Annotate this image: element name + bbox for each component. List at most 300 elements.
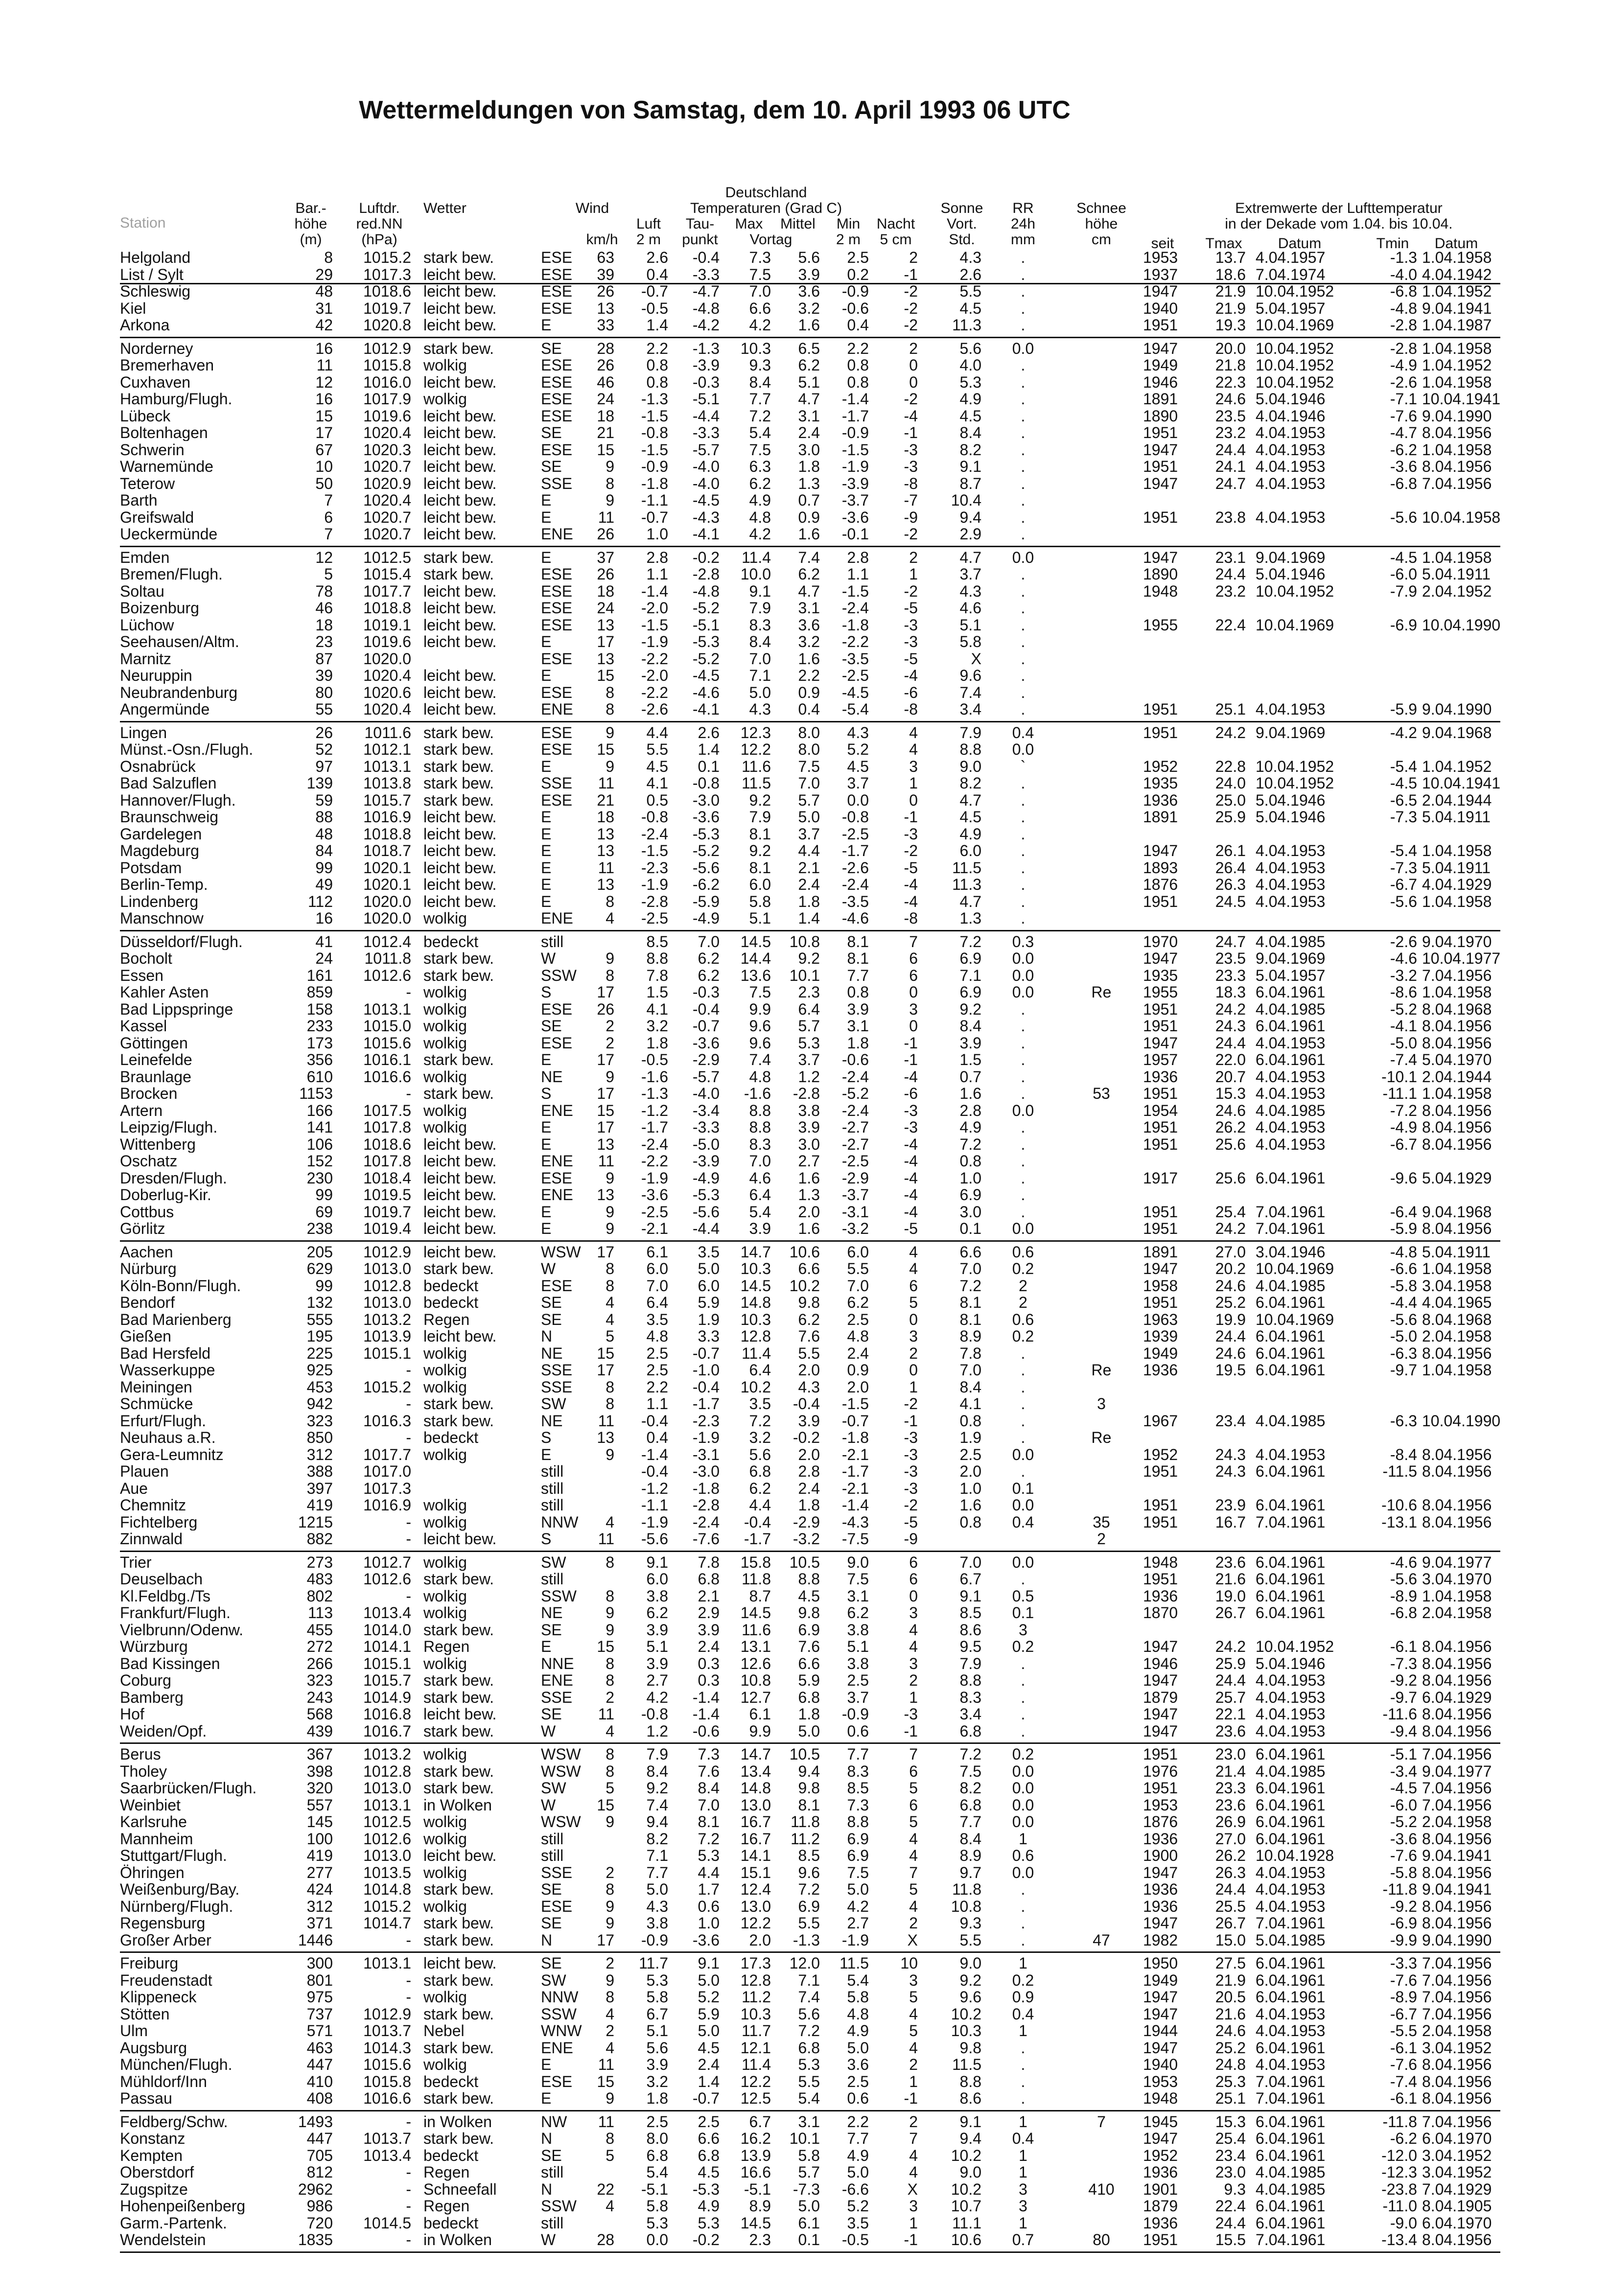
cell-wind-speed: 9 (606, 757, 614, 775)
cell-wetter: stark bew. (423, 950, 494, 967)
cell-extrem-tmax: 26.7 (1215, 1604, 1246, 1622)
cell-extrem-tmin: -5.6 (1390, 1570, 1417, 1588)
cell-wetter: leicht bew. (423, 1243, 497, 1261)
cell-bar-hoehe: 1215 (298, 1513, 333, 1531)
cell-extrem-tmax-datum: 4.04.1953 (1256, 842, 1326, 859)
table-row (120, 1672, 1500, 1689)
cell-station: Angermünde (120, 701, 210, 718)
cell-extrem-tmax-datum: 10.04.1952 (1256, 339, 1334, 357)
cell-max-vortag: 5.8 (749, 892, 771, 910)
cell-taupunkt: -4.6 (692, 683, 720, 701)
cell-max-vortag: 12.4 (740, 1880, 771, 1898)
cell-wind-speed: 8 (606, 1378, 614, 1396)
cell-nacht-5cm: -2 (904, 282, 918, 300)
cell-station: Göttingen (120, 1034, 188, 1051)
cell-taupunkt: -0.7 (692, 1017, 720, 1035)
cell-mittel-vortag: 7.5 (798, 757, 820, 775)
cell-extrem-tmin-datum: 6.04.1970 (1422, 2214, 1492, 2232)
cell-extrem-seit: 1939 (1143, 1327, 1178, 1345)
cell-max-vortag: 7.5 (749, 441, 771, 459)
table-row (120, 1395, 1500, 1413)
cell-wind-speed: 11 (598, 508, 614, 526)
cell-mittel-vortag: 2.4 (798, 1479, 820, 1497)
cell-mittel-vortag: 6.5 (798, 339, 820, 357)
cell-rr-24h: 0.0 (1012, 1813, 1034, 1831)
cell-wind-speed: 8 (606, 1745, 614, 1763)
cell-wetter: leicht bew. (423, 683, 497, 701)
cell-sonne: 3.7 (959, 565, 981, 583)
cell-sonne: 4.5 (959, 407, 981, 425)
cell-luftdruck: 1020.1 (363, 858, 411, 877)
cell-extrem-tmax-datum: 4.04.1985 (1256, 1762, 1326, 1780)
cell-station: Berlin-Temp. (120, 876, 208, 893)
cell-extrem-tmin-datum: 7.04.1956 (1422, 2005, 1492, 2023)
cell-mittel-vortag: -0.2 (792, 1429, 820, 1446)
cell-extrem-tmax-datum: 4.04.1953 (1256, 892, 1326, 910)
cell-bar-hoehe: 1446 (298, 1931, 333, 1949)
cell-taupunkt: -1.3 (692, 339, 720, 357)
cell-extrem-tmax-datum: 6.04.1961 (1256, 2112, 1326, 2131)
station-group (120, 1953, 1500, 2111)
table-row (120, 1379, 1500, 1396)
cell-nacht-5cm: 5 (909, 1779, 918, 1797)
cell-nacht-5cm: -8 (904, 474, 918, 492)
cell-extrem-tmax: 15.5 (1215, 2231, 1246, 2249)
cell-max-vortag: 5.4 (749, 1203, 771, 1221)
cell-wetter: stark bew. (423, 966, 494, 984)
cell-wind-dir: ESE (541, 582, 573, 600)
cell-extrem-tmax-datum: 4.04.1953 (1256, 458, 1326, 475)
cell-extrem-tmin-datum: 8.04.1905 (1422, 2197, 1492, 2215)
cell-sonne: 4.7 (959, 892, 981, 910)
cell-wetter: wolkig (423, 983, 467, 1001)
cell-max-vortag: 5.4 (749, 424, 771, 441)
cell-extrem-tmax: 21.9 (1215, 1971, 1246, 1989)
header-luftdr-2: red.NN (356, 216, 403, 232)
cell-nacht-5cm: -6 (904, 683, 918, 701)
cell-nacht-5cm: -4 (904, 876, 918, 893)
cell-taupunkt: -4.0 (692, 474, 720, 492)
table-row (120, 458, 1500, 475)
cell-station: Saarbrücken/Flugh. (120, 1780, 257, 1796)
table-row (120, 684, 1500, 701)
cell-rr-24h: . (1021, 249, 1025, 266)
cell-extrem-tmin-datum: 8.04.1968 (1422, 1000, 1492, 1018)
table-row (120, 826, 1500, 843)
cell-wind-speed: 4 (606, 1513, 614, 1531)
cell-mittel-vortag: 5.8 (798, 2146, 820, 2164)
cell-luftdruck: 1014.3 (363, 2039, 411, 2057)
cell-station: Bocholt (120, 950, 172, 967)
cell-station: List / Sylt (120, 266, 184, 283)
cell-extrem-tmin-datum: 8.04.1956 (1422, 1705, 1492, 1723)
cell-luftdruck: 1016.9 (363, 1496, 411, 1514)
cell-wind-speed: 15 (597, 1101, 614, 1119)
cell-station: Braunlage (120, 1068, 191, 1085)
cell-taupunkt: 0.1 (698, 757, 720, 775)
cell-extrem-tmax: 22.1 (1215, 1705, 1246, 1723)
header-min-1: Min (836, 216, 861, 232)
cell-bar-hoehe: 266 (306, 1654, 333, 1672)
cell-bar-hoehe: 15 (315, 407, 333, 425)
cell-extrem-seit: 1951 (1143, 1017, 1178, 1035)
cell-wind-dir: SW (541, 1553, 566, 1571)
cell-taupunkt: -5.7 (692, 1067, 720, 1086)
cell-taupunkt: -0.2 (692, 2231, 720, 2249)
cell-luftdruck: 1017.3 (363, 1479, 411, 1497)
cell-min-2m: -2.5 (841, 1152, 869, 1170)
cell-extrem-tmin: -11.1 (1382, 1085, 1417, 1102)
cell-extrem-tmin: -2.6 (1390, 932, 1417, 951)
cell-mittel-vortag: 10.2 (789, 1276, 820, 1295)
cell-luftdruck: 1017.5 (363, 1101, 411, 1119)
cell-min-2m: 6.9 (847, 1847, 869, 1864)
cell-extrem-tmin-datum: 7.04.1956 (1422, 1971, 1492, 1989)
cell-min-2m: 3.6 (847, 2056, 869, 2073)
cell-luftdruck: 1018.6 (363, 282, 411, 300)
cell-rr-24h: . (1021, 1203, 1025, 1221)
cell-luftdruck: 1019.6 (363, 407, 411, 425)
cell-sonne: 2.6 (959, 265, 981, 283)
table-row (120, 1463, 1500, 1480)
cell-temp-luft: 8.5 (646, 932, 668, 951)
cell-station: Erfurt/Flugh. (120, 1412, 207, 1429)
cell-mittel-vortag: 7.4 (798, 1988, 820, 2006)
cell-mittel-vortag: 7.2 (798, 1880, 820, 1898)
cell-rr-24h: . (1021, 774, 1025, 792)
cell-max-vortag: 14.7 (740, 1745, 771, 1763)
cell-wetter: Regen (423, 1638, 470, 1655)
cell-max-vortag: 15.8 (740, 1553, 771, 1571)
cell-wind-dir: E (541, 548, 552, 566)
cell-station: Düsseldorf/Flugh. (120, 933, 243, 950)
cell-extrem-tmin: -9.7 (1390, 1688, 1417, 1706)
cell-min-2m: 4.9 (847, 2146, 869, 2164)
cell-extrem-tmin: -4.8 (1390, 1243, 1417, 1261)
cell-max-vortag: 2.0 (749, 1931, 771, 1949)
cell-wetter: leicht bew. (423, 808, 497, 826)
cell-station: Neuhaus a.R. (120, 1429, 216, 1446)
table-row (120, 1153, 1500, 1170)
cell-rr-24h: . (1021, 458, 1025, 475)
cell-temp-luft: -1.9 (641, 633, 668, 650)
cell-bar-hoehe: 243 (306, 1688, 333, 1706)
cell-mittel-vortag: 1.8 (798, 892, 820, 910)
cell-bar-hoehe: 801 (306, 1971, 333, 1989)
table-row (120, 741, 1500, 758)
cell-wetter: leicht bew. (423, 458, 497, 475)
cell-wind-speed: 13 (597, 1186, 614, 1204)
table-row (120, 1689, 1500, 1706)
cell-rr-24h: 0.5 (1012, 1587, 1034, 1605)
cell-extrem-tmin-datum: 1.04.1987 (1422, 316, 1492, 334)
cell-wind-speed: 5 (606, 1327, 614, 1345)
cell-nacht-5cm: 4 (909, 1638, 918, 1655)
cell-wind-speed: 2 (606, 1863, 614, 1881)
cell-wind-speed: 9 (606, 458, 614, 475)
cell-max-vortag: 13.6 (740, 966, 771, 984)
table-row (120, 283, 1500, 300)
header-luft-2: 2 m (636, 232, 661, 248)
cell-extrem-tmin-datum: 8.04.1956 (1422, 1496, 1492, 1514)
cell-sonne: 1.9 (959, 1429, 981, 1446)
cell-max-vortag: -0.4 (744, 1513, 771, 1531)
cell-extrem-seit: 1900 (1143, 1847, 1178, 1864)
cell-taupunkt: -5.3 (692, 2180, 720, 2198)
cell-wetter: stark bew. (423, 791, 494, 809)
cell-mittel-vortag: 3.0 (798, 1135, 820, 1153)
cell-mittel-vortag: 3.7 (798, 825, 820, 843)
header-deutschland: Deutschland (725, 185, 807, 201)
cell-station: Gera-Leumnitz (120, 1446, 224, 1463)
cell-max-vortag: 11.4 (742, 548, 771, 566)
cell-rr-24h: 1 (1019, 2214, 1027, 2232)
cell-bar-hoehe: 571 (306, 2022, 333, 2040)
cell-station: Kempten (120, 2147, 183, 2164)
cell-extrem-seit: 1949 (1143, 1971, 1178, 1989)
cell-rr-24h: . (1021, 909, 1025, 927)
station-group (120, 338, 1500, 547)
cell-max-vortag: 6.7 (749, 2112, 771, 2131)
cell-luftdruck: 1015.1 (363, 1344, 411, 1362)
cell-extrem-tmin: -4.5 (1390, 774, 1417, 792)
cell-wind-speed: 9 (606, 1621, 614, 1639)
cell-nacht-5cm: -3 (904, 458, 918, 475)
cell-min-2m: 0.4 (847, 316, 869, 334)
cell-station: Gießen (120, 1328, 171, 1345)
cell-sonne: 0.7 (959, 1067, 981, 1086)
table-row (120, 1932, 1500, 1949)
cell-sonne: 9.1 (959, 1587, 981, 1605)
cell-mittel-vortag: 6.6 (798, 1654, 820, 1672)
cell-extrem-tmin-datum: 8.04.1956 (1422, 1118, 1492, 1136)
cell-max-vortag: -5.1 (744, 2180, 771, 2198)
cell-nacht-5cm: -1 (904, 2089, 918, 2107)
cell-taupunkt: 2.4 (698, 2056, 720, 2073)
cell-temp-luft: -0.8 (641, 424, 668, 441)
cell-max-vortag: 8.1 (749, 858, 771, 877)
cell-min-2m: 3.8 (847, 1654, 869, 1672)
cell-taupunkt: 0.3 (698, 1654, 720, 1672)
cell-luftdruck: 1017.7 (363, 582, 411, 600)
cell-wind-speed: 17 (597, 1118, 614, 1136)
cell-temp-luft: -0.9 (641, 1931, 668, 1949)
cell-nacht-5cm: X (907, 2180, 918, 2198)
cell-mittel-vortag: 3.6 (798, 282, 820, 300)
cell-extrem-tmax: 25.1 (1215, 2089, 1246, 2107)
cell-luftdruck: - (406, 2112, 411, 2131)
cell-wind-dir: S (541, 983, 552, 1001)
cell-min-2m: 8.3 (847, 1762, 869, 1780)
cell-rr-24h: . (1021, 1931, 1025, 1949)
cell-extrem-tmin: -7.4 (1390, 2072, 1417, 2090)
table-row (120, 2164, 1500, 2181)
table-row (120, 1972, 1500, 1989)
cell-schneehoehe: 3 (1097, 1395, 1106, 1413)
cell-extrem-tmin-datum: 3.04.1970 (1422, 1570, 1492, 1588)
cell-luftdruck: 1020.4 (363, 667, 411, 684)
cell-temp-luft: 1.8 (646, 2089, 668, 2107)
cell-temp-luft: 7.0 (646, 1276, 668, 1295)
cell-wind-dir: NNW (541, 1513, 579, 1531)
cell-extrem-tmin-datum: 7.04.1956 (1422, 1779, 1492, 1797)
cell-taupunkt: 3.5 (698, 1243, 720, 1261)
cell-max-vortag: 7.3 (749, 249, 771, 266)
cell-sonne: 10.8 (951, 1897, 981, 1915)
cell-wind-dir: SE (541, 1954, 562, 1972)
cell-extrem-tmax: 23.6 (1215, 1722, 1246, 1740)
cell-wind-speed: 9 (606, 1067, 614, 1086)
cell-extrem-tmax-datum: 4.04.1953 (1256, 1085, 1326, 1102)
cell-extrem-tmax: 15.3 (1215, 2112, 1246, 2131)
table-row (120, 2231, 1500, 2249)
cell-extrem-tmin-datum: 1.04.1958 (1422, 1361, 1492, 1379)
cell-luftdruck: 1014.0 (363, 1621, 411, 1639)
cell-temp-luft: -2.4 (641, 1135, 668, 1153)
cell-temp-luft: 6.4 (646, 1294, 668, 1311)
cell-nacht-5cm: -2 (904, 1395, 918, 1413)
cell-wind-speed: 18 (597, 582, 614, 600)
cell-station: Osnabrück (120, 758, 196, 775)
cell-min-2m: 1.1 (847, 565, 869, 583)
cell-station: Bad Salzuflen (120, 775, 217, 791)
cell-temp-luft: -3.6 (641, 1186, 668, 1204)
cell-taupunkt: -4.8 (692, 299, 720, 317)
cell-max-vortag: 10.3 (740, 1310, 771, 1328)
cell-wind-dir: still (541, 2163, 564, 2181)
cell-extrem-tmax-datum: 4.04.1953 (1256, 1688, 1326, 1706)
cell-max-vortag: 6.3 (749, 458, 771, 475)
cell-wind-speed: 9 (606, 1813, 614, 1831)
cell-wind-speed: 13 (597, 1429, 614, 1446)
cell-extrem-tmin: -8.9 (1390, 1988, 1417, 2006)
cell-extrem-tmin-datum: 9.04.1990 (1422, 1931, 1492, 1949)
cell-sonne: 3.4 (959, 700, 981, 718)
cell-luftdruck: 1015.6 (363, 1034, 411, 1052)
cell-temp-luft: 5.8 (646, 2197, 668, 2215)
cell-extrem-tmin-datum: 8.04.1956 (1422, 1671, 1492, 1689)
cell-wetter: leicht bew. (423, 1186, 497, 1204)
cell-extrem-tmax: 24.3 (1215, 1445, 1246, 1463)
cell-extrem-tmin: -6.7 (1390, 2005, 1417, 2023)
cell-extrem-tmin: -6.7 (1390, 1135, 1417, 1153)
cell-temp-luft: 0.5 (646, 791, 668, 809)
station-group (120, 547, 1500, 722)
cell-temp-luft: 0.8 (646, 356, 668, 374)
cell-extrem-tmin-datum: 2.04.1958 (1422, 1327, 1492, 1345)
cell-sonne: 7.0 (959, 1260, 981, 1277)
cell-temp-luft: 2.2 (646, 1378, 668, 1396)
cell-extrem-tmax: 20.7 (1215, 1067, 1246, 1086)
cell-wind-speed: 17 (597, 633, 614, 650)
cell-extrem-tmax-datum: 6.04.1961 (1256, 2039, 1326, 2057)
cell-mittel-vortag: 4.3 (798, 1378, 820, 1396)
cell-extrem-tmax: 21.8 (1215, 356, 1246, 374)
cell-extrem-tmin-datum: 8.04.1956 (1422, 1017, 1492, 1035)
cell-extrem-tmin-datum: 8.04.1956 (1422, 1101, 1492, 1119)
cell-wind-speed: 8 (606, 1880, 614, 1898)
cell-nacht-5cm: 6 (909, 1796, 918, 1814)
cell-wind-dir: ESE (541, 356, 573, 374)
cell-max-vortag: 3.5 (749, 1395, 771, 1413)
cell-wind-dir: E (541, 808, 552, 826)
cell-station: Bad Hersfeld (120, 1345, 210, 1362)
cell-extrem-seit: 1940 (1143, 2056, 1178, 2073)
cell-mittel-vortag: 5.6 (798, 249, 820, 266)
cell-extrem-tmin: -4.5 (1390, 1779, 1417, 1797)
cell-extrem-seit: 1947 (1143, 474, 1178, 492)
cell-extrem-seit: 1879 (1143, 1688, 1178, 1706)
cell-wind-dir: E (541, 633, 552, 650)
cell-sonne: 10.6 (951, 2231, 981, 2249)
cell-extrem-tmin-datum: 1.04.1958 (1422, 441, 1492, 459)
cell-wind-dir: E (541, 2056, 552, 2073)
cell-extrem-seit: 1951 (1143, 1000, 1178, 1018)
cell-station: Hohenpeißenberg (120, 2198, 246, 2214)
cell-rr-24h: . (1021, 1000, 1025, 1018)
cell-min-2m: -1.4 (841, 1496, 869, 1514)
cell-extrem-tmax-datum: 4.04.1953 (1256, 1705, 1326, 1723)
cell-max-vortag: 12.2 (740, 741, 771, 758)
cell-extrem-tmax-datum: 6.04.1961 (1256, 1496, 1326, 1514)
cell-taupunkt: -3.1 (692, 1445, 720, 1463)
cell-mittel-vortag: 6.4 (798, 1000, 820, 1018)
cell-taupunkt: -5.2 (692, 649, 720, 668)
cell-wind-dir: E (541, 825, 552, 843)
cell-station: Fichtelberg (120, 1513, 198, 1531)
cell-temp-luft: 3.2 (646, 1017, 668, 1035)
cell-max-vortag: 7.4 (749, 1051, 771, 1068)
cell-extrem-seit: 1951 (1143, 508, 1178, 526)
cell-nacht-5cm: 10 (900, 1954, 918, 1972)
cell-luftdruck: 1012.1 (363, 741, 411, 758)
cell-max-vortag: 4.2 (749, 525, 771, 543)
cell-wetter: stark bew. (423, 1971, 494, 1989)
cell-wetter: stark bew. (423, 1260, 494, 1277)
cell-sonne: 2.0 (959, 1462, 981, 1480)
cell-mittel-vortag: 4.4 (798, 842, 820, 859)
cell-extrem-tmax: 21.4 (1215, 1762, 1246, 1780)
cell-max-vortag: 6.8 (749, 1462, 771, 1480)
cell-rr-24h: 0.9 (1012, 1988, 1034, 2006)
cell-wetter: wolkig (423, 2056, 467, 2073)
cell-wind-dir: ENE (541, 1671, 573, 1689)
cell-wetter: leicht bew. (423, 474, 497, 492)
cell-wind-dir: SSE (541, 1361, 573, 1379)
cell-max-vortag: 6.0 (749, 876, 771, 893)
cell-luftdruck: 1013.9 (363, 1327, 411, 1345)
cell-nacht-5cm: 3 (909, 757, 918, 775)
cell-min-2m: 5.1 (847, 1638, 869, 1655)
table-row (120, 1864, 1500, 1881)
cell-sonne: 4.9 (959, 390, 981, 408)
cell-sonne: 7.1 (959, 966, 981, 984)
header-station: Station (120, 215, 166, 231)
cell-wind-speed: 9 (606, 950, 614, 967)
cell-extrem-seit: 1947 (1143, 2130, 1178, 2147)
cell-mittel-vortag: 6.6 (798, 1260, 820, 1277)
cell-extrem-tmin: -4.9 (1390, 356, 1417, 374)
cell-mittel-vortag: 9.8 (798, 1779, 820, 1797)
cell-extrem-tmin-datum: 1.04.1958 (1422, 892, 1492, 910)
cell-wetter: leicht bew. (423, 407, 497, 425)
cell-bar-hoehe: 737 (306, 2005, 333, 2023)
cell-wind-dir: ENE (541, 1186, 573, 1204)
cell-wetter: leicht bew. (423, 858, 497, 877)
cell-extrem-tmax: 23.5 (1215, 950, 1246, 967)
cell-bar-hoehe: 132 (306, 1294, 333, 1311)
cell-wetter: stark bew. (423, 1762, 494, 1780)
